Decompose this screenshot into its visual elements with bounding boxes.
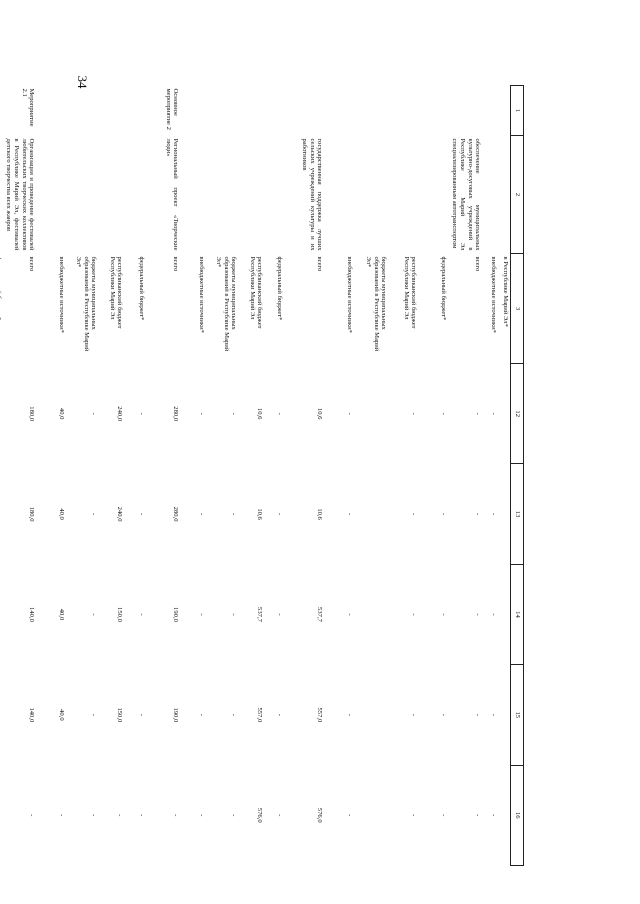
row-description-cell [207,136,239,254]
row-code-cell [325,86,355,136]
row-value-cell: - [138,713,146,716]
row-value-cell: 10,6 [316,508,324,520]
row-value-cell: - [230,613,238,616]
row-value-cell: 280,0 [172,506,180,522]
row-value-cell: 140,0 [28,707,36,723]
row-value-cell: - [474,713,482,716]
table-row [3,86,37,866]
row-code-cell [239,86,265,136]
row-source-cell: внебюджетные источники* [346,256,354,333]
row-value-cell: - [410,512,418,516]
row-source-cell: внебюджетные источники* [58,256,66,333]
row-value-cell: - [276,512,284,516]
header-col-2: 2 [511,136,524,254]
row-value-cell: - [230,512,238,516]
row-source-cell: республиканский бюджет Республики Марий Эл [248,256,264,329]
row-value-cell: - [346,412,354,415]
row-value-cell: - [346,713,354,716]
row-value-cell: - [230,814,238,817]
row-value-cell: 40,0 [58,608,66,621]
row-value-cell [499,665,511,765]
row-value-cell: - [138,512,146,516]
header-col-1: 1 [511,86,524,136]
row-value-cell: - [490,412,498,415]
header-col-16: 16 [511,765,524,865]
table-row [37,86,67,866]
table-body [0,86,511,866]
row-value-cell: - [410,412,418,415]
row-value-cell: - [138,613,146,616]
row-value-cell: - [138,412,146,415]
row-value-cell: 557,0 [316,707,324,723]
row-description-cell [99,136,125,254]
table-row [389,86,419,866]
row-value-cell: 537,7 [316,607,324,622]
row-code-cell [181,86,207,136]
row-source-cell: республиканский бюджет Республики Марий Эл [108,256,124,329]
row-source-cell: бюджеты муниципальных образований в Республике Марий Эл* [364,256,388,352]
row-source-cell: всего [316,256,324,272]
row-code-cell [449,86,483,136]
row-value-cell: 180,0 [28,406,36,422]
row-code-cell [265,86,285,136]
row-value-cell: - [346,814,354,817]
row-value-cell: - [410,713,418,716]
header-col-12: 12 [511,364,524,464]
row-description-cell [265,136,285,254]
row-source-cell: республиканский бюджет Республики Марий Эл [402,256,418,329]
row-source-cell: бюджеты муниципальных образований в Республике Марий Эл* [74,256,98,352]
header-col-14: 14 [511,564,524,664]
row-description-cell [325,136,355,254]
row-code-cell [99,86,125,136]
row-value-cell: - [474,613,482,616]
table-row [181,86,207,866]
row-code-cell [37,86,67,136]
row-value-cell: - [440,814,448,817]
table-row [265,86,285,866]
row-value-cell: - [440,412,448,415]
row-value-cell: 40,0 [58,407,66,420]
row-source-cell: всего [172,256,180,272]
row-value-cell: - [346,613,354,616]
row-description-cell [37,136,67,254]
row-value-cell: 150,0 [116,707,124,723]
row-value-cell: 40,0 [58,508,66,520]
row-value-cell: - [490,814,498,817]
row-value-cell: - [198,814,206,817]
row-source-cell: в Республике Марий Эл* [502,256,509,327]
row-value-cell: - [172,814,180,817]
row-value-cell: - [440,613,448,616]
header-col-15: 15 [511,665,524,765]
row-value-cell [0,564,3,664]
row-value-cell: - [198,713,206,716]
table-row [499,86,511,866]
row-value-cell: - [90,713,98,716]
row-source-cell: бюджеты муниципальных образований в Республике Марий Эл* [214,256,238,352]
row-value-cell [355,665,389,765]
row-code-cell [499,86,511,136]
row-value-cell [355,765,389,865]
row-code-cell [67,86,99,136]
table-row [147,86,181,866]
table-row [125,86,147,866]
row-value-cell [355,464,389,564]
row-description-cell [67,136,99,254]
row-value-cell: - [58,814,66,817]
row-code-cell [419,86,449,136]
header-col-13: 13 [511,464,524,564]
row-value-cell: - [90,613,98,616]
table-row [285,86,325,866]
header-col-3: 3 [511,254,524,364]
row-description-cell [483,136,499,254]
table-row [483,86,499,866]
row-description-cell [389,136,419,254]
row-value-cell: - [346,512,354,516]
row-value-cell: - [230,713,238,716]
row-description-cell [125,136,147,254]
table-row [67,86,99,866]
budget-table [0,85,524,866]
row-value-cell: 180,0 [28,506,36,522]
table-row [0,86,3,866]
row-description-cell [239,136,265,254]
row-code-cell [483,86,499,136]
row-value-cell: - [276,713,284,716]
row-value-cell: 280,0 [172,406,180,422]
row-source-cell: федеральный бюджет* [276,256,284,321]
table-row [355,86,389,866]
row-value-cell: 10,6 [316,407,324,420]
row-description-cell [499,136,511,254]
row-value-cell: - [276,412,284,415]
row-value-cell: 150,0 [116,607,124,622]
row-source-cell: всего [28,256,36,272]
row-value-cell: - [440,512,448,516]
table-header-row [511,86,524,866]
row-value-cell: - [276,613,284,616]
row-value-cell [499,564,511,664]
table-row [99,86,125,866]
row-value-cell: 240,0 [116,406,124,422]
row-value-cell: 190,0 [172,707,180,723]
row-code-cell [285,86,325,136]
row-value-cell: 557,0 [256,707,264,723]
row-value-cell: 240,0 [116,506,124,522]
page-number: 34 [75,75,90,89]
row-value-cell [355,364,389,464]
row-source-cell: всего [474,256,482,272]
row-value-cell: - [198,412,206,415]
row-value-cell: - [474,512,482,516]
row-source-cell: федеральный бюджет* [138,256,146,321]
row-value-cell [355,564,389,664]
row-value-cell: - [490,613,498,616]
budget-table-sheet [4,85,524,865]
row-source-cell: внебюджетные источники* [198,256,206,333]
row-value-cell: - [410,613,418,616]
row-value-cell: - [490,512,498,516]
row-value-cell: - [276,814,284,817]
row-description-cell [419,136,449,254]
table-row [207,86,239,866]
row-value-cell: - [230,412,238,415]
row-value-cell: 10,6 [256,407,264,420]
row-value-cell: - [138,814,146,817]
row-value-cell: - [410,814,418,817]
row-value-cell [0,464,3,564]
row-value-cell [0,765,3,865]
row-value-cell: 140,0 [28,607,36,622]
row-value-cell: - [440,713,448,716]
row-description-cell: государственная поддержка лучших сельских учреждений культуры и их работников [300,138,324,251]
row-source-cell: внебюджетные источники* [490,256,498,333]
row-value-cell: - [474,814,482,817]
row-code-cell [207,86,239,136]
row-value-cell: 576,0 [256,807,264,823]
row-value-cell: - [90,814,98,817]
row-value-cell [0,364,3,464]
row-value-cell [499,364,511,464]
row-code-cell [125,86,147,136]
row-value-cell: - [90,512,98,516]
row-value-cell: 190,0 [172,607,180,622]
row-code-cell [389,86,419,136]
table-row [419,86,449,866]
row-value-cell: 576,0 [316,807,324,823]
row-value-cell [499,464,511,564]
row-value-cell: 10,6 [256,508,264,520]
row-value-cell: - [116,814,124,817]
table-row [239,86,265,866]
row-value-cell [499,765,511,865]
row-code-cell [355,86,389,136]
row-value-cell: - [198,512,206,516]
row-value-cell: - [474,412,482,415]
table-row [449,86,483,866]
row-code-cell: Мероприятие 2.1 [20,88,36,127]
row-description-cell: Организация и проведение фестивалей любительских творческих коллективов в Республике Марий Эл, фестивалей детского творчества всех жанров [4,138,36,251]
table-row [325,86,355,866]
row-value-cell: 537,7 [256,607,264,622]
row-value-cell: - [90,412,98,415]
row-value-cell [0,665,3,765]
row-code-cell: Основное мероприятие 2 [164,88,180,130]
row-value-cell: - [28,814,36,817]
row-code-cell [0,86,3,136]
row-description-cell [355,136,389,254]
row-description-cell [0,136,3,254]
row-description-cell [181,136,207,254]
row-value-cell: - [490,713,498,716]
row-source-cell [0,254,3,364]
row-value-cell: - [198,613,206,616]
row-source-cell: федеральный бюджет* [440,256,448,321]
row-description-cell: Региональный проект «Творческие люди» [164,138,180,251]
row-description-cell: обеспечение муниципальных культурно-досуговых учреждений в Республике Марий Эл специализированным автотранспортом [450,138,482,251]
row-value-cell: 40,0 [58,709,66,721]
